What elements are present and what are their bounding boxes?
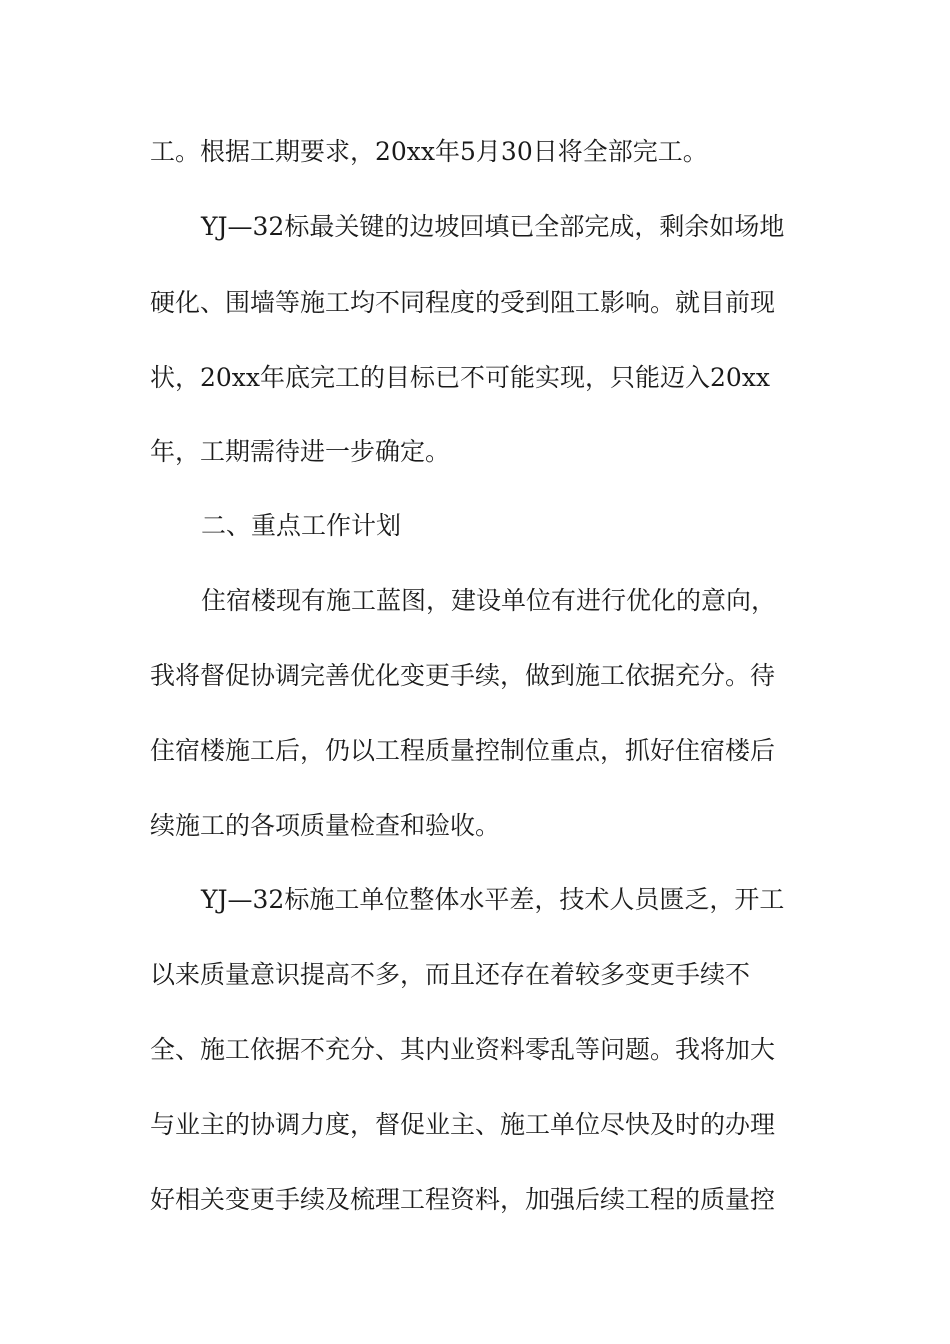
text-line: 与业主的协调力度，督促业主、施工单位尽快及时的办理	[150, 1110, 776, 1139]
paragraph-start-line: YJ—32标最关键的边坡回填已全部完成，剩余如场地	[201, 212, 785, 241]
text-line: 我将督促协调完善优化变更手续，做到施工依据充分。待	[150, 661, 776, 690]
text-line: 年，工期需待进一步确定。	[150, 437, 451, 466]
text-line: 工。根据工期要求，20xx年5月30日将全部完工。	[150, 137, 708, 166]
text-line: 住宿楼施工后，仍以工程质量控制位重点，抓好住宿楼后	[150, 736, 776, 765]
text-line: 状，20xx年底完工的目标已不可能实现，只能迈入20xx	[150, 363, 771, 392]
paragraph-start-line: 住宿楼现有施工蓝图，建设单位有进行优化的意向，	[201, 586, 777, 615]
text-line: 全、施工依据不充分、其内业资料零乱等问题。我将加大	[150, 1035, 776, 1064]
text-line: 硬化、围墙等施工均不同程度的受到阻工影响。就目前现	[150, 288, 776, 317]
section-heading: 二、重点工作计划	[201, 511, 402, 540]
paragraph-start-line: YJ—32标施工单位整体水平差，技术人员匮乏，开工	[201, 885, 785, 914]
text-line: 以来质量意识提高不多，而且还存在着较多变更手续不	[150, 960, 751, 989]
text-line: 好相关变更手续及梳理工程资料，加强后续工程的质量控	[150, 1185, 776, 1214]
text-line: 续施工的各项质量检查和验收。	[150, 811, 501, 840]
